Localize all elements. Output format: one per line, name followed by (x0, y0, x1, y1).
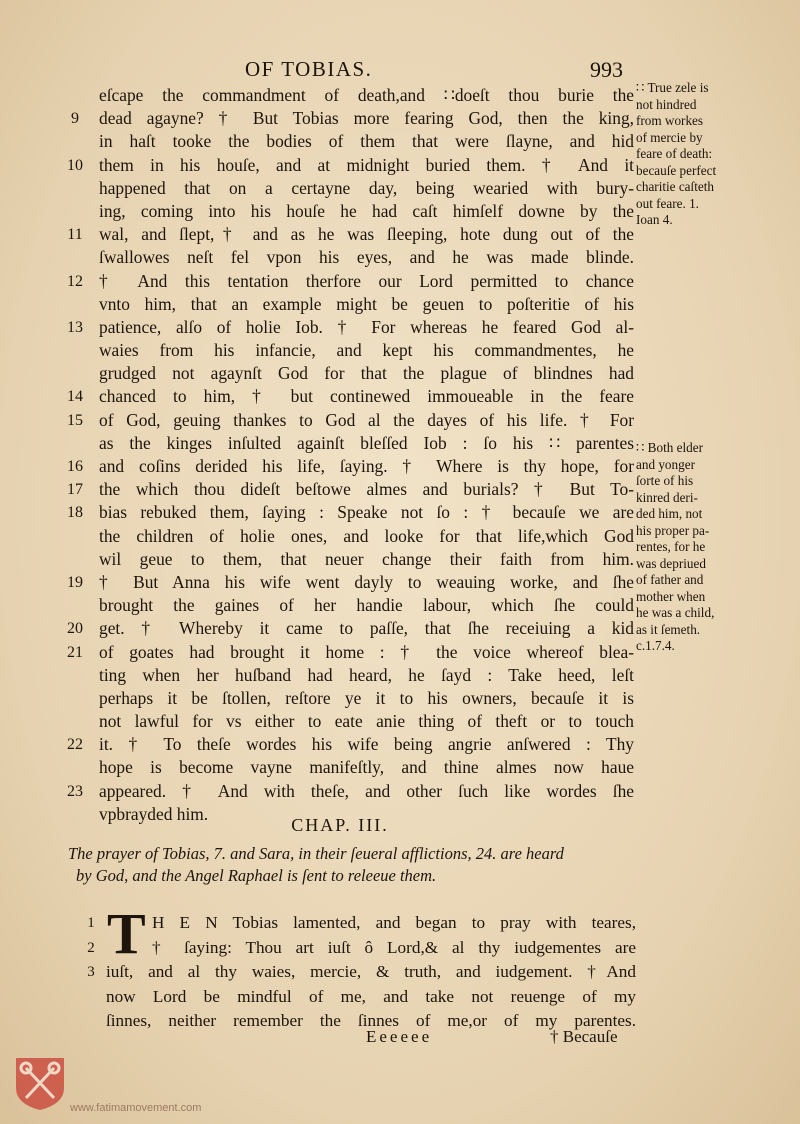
verse-number: 2 (87, 939, 95, 956)
text-line (0, 985, 640, 1010)
marginal-note-line: charitie caſteth (636, 179, 714, 194)
line-text: ing, coming into his houſe he had caſt himſelf downe by the (99, 200, 634, 221)
verse-number: 13 (67, 318, 83, 336)
text-line (0, 130, 640, 153)
line-text: ting when her huſband had heard, he ſayd : Take heed, leſt (99, 664, 634, 685)
verse-number: 14 (67, 388, 83, 406)
text-line (0, 362, 640, 385)
text-line (0, 780, 640, 803)
marginal-note-line: and yonger (636, 456, 695, 472)
text-line (0, 478, 640, 501)
line-text: brought the gaines of her handie labour, which ſhe could (99, 595, 634, 616)
running-head (0, 57, 640, 83)
text-line (0, 733, 640, 756)
line-text: † But Anna his wife went dayly to weauing worke, and ſhe (99, 571, 634, 592)
line-text: patience, alſo of holie Iob. † For whereas he feared God al- (99, 316, 634, 337)
text-line (0, 385, 640, 408)
text-line (0, 177, 640, 200)
line-text: and coſins derided his life, ſaying. † Where is thy hope, for (99, 456, 634, 476)
line-text: eſcape the commandment of death,and ∷doeſt thou burie the (99, 85, 634, 105)
page-number: 993 (590, 57, 623, 82)
line-text: ſinnes, neither remember the ſinnes of me,or of my parentes. (106, 1011, 636, 1030)
line-text: ſwallowes neſt fel vpon his eyes, and he was made blinde. (99, 247, 634, 268)
text-line (0, 270, 640, 293)
line-text: now Lord be mindful of me, and take not reuenge of my (106, 986, 636, 1006)
line-text: vpbrayded him. (99, 803, 209, 824)
line-text: as the kinges inſulted againſt bleſſed Iob : ſo his ∷ parentes (99, 432, 634, 453)
line-text: happened that on a certayne day, being wearied with bury- (99, 177, 634, 198)
marginal-note-line: out feare. 1. (636, 195, 699, 211)
marginal-note-line: feare of death: (636, 146, 713, 161)
marginal-note-line: his proper pa- (636, 522, 710, 538)
text-line (0, 911, 640, 936)
text-line (0, 409, 640, 432)
marginal-note-line: rentes, for he (636, 539, 706, 554)
text-line (0, 339, 640, 362)
verse-number: 23 (67, 782, 83, 800)
page-footer-marks (0, 1027, 640, 1051)
line-text: wil geue to them, that neuer change their faith from him. (99, 548, 634, 569)
argument-line-2: by God, and the Angel Raphael is ſent to releeue them. (76, 866, 437, 885)
marginal-note-line: was depriued (636, 555, 706, 571)
drop-cap: T (107, 901, 146, 966)
text-line (0, 293, 640, 316)
marginal-note-line: becauſe perfect (636, 162, 717, 178)
verse-number: 19 (67, 573, 83, 591)
line-text: it. † To theſe wordes his wife being angrie anſwered : Thy (99, 734, 634, 755)
marginal-note-line: ∷ True zele is (636, 80, 709, 95)
marginal-note-line: he was a child, (636, 605, 715, 620)
verse-number: 20 (67, 620, 83, 638)
line-text: of God, geuing thankes to God al the dayes of his life. † For (99, 409, 634, 430)
text-line (0, 200, 640, 223)
signature-mark: Eeeeee (366, 1027, 433, 1046)
marginal-note-line: of mercie by (636, 129, 703, 145)
verse-number: 9 (71, 110, 79, 128)
verse-number: 12 (67, 272, 83, 290)
marginal-note-line: not hindred (636, 96, 697, 112)
text-line (0, 84, 640, 107)
text-line (0, 316, 640, 339)
text-line (0, 455, 640, 478)
line-text: appeared. † And with theſe, and other ſuch like wordes ſhe (99, 780, 634, 801)
text-line (0, 501, 640, 524)
marginal-note-line: kinred deri- (636, 489, 698, 505)
line-text: them in his houſe, and at midnight buried them. † And it (99, 154, 634, 175)
marginal-note-line: mother when (636, 588, 706, 604)
text-line (0, 687, 640, 710)
text-line (0, 571, 640, 594)
text-line (0, 617, 640, 640)
crossed-keys-logo-icon (12, 1054, 68, 1112)
text-line (0, 641, 640, 664)
line-text: perhaps it be ſtollen, reſtore ye it to his owners, becauſe it is (99, 687, 634, 708)
line-text: chanced to him, † but continewed immoueable in the feare (99, 386, 634, 407)
catchword: † Becauſe (550, 1027, 618, 1046)
verse-number: 17 (67, 481, 83, 499)
line-text: vnto him, that an example might be geuen to poſteritie of his (99, 293, 634, 314)
text-line (0, 432, 640, 455)
text-line (0, 756, 640, 779)
marginal-note-line: Ioan 4. (636, 212, 673, 227)
running-title: OF TOBIAS. (245, 57, 373, 81)
chapter-3-text (0, 901, 640, 1034)
line-text: grudged not agaynſt God for that the plague of blindnes had (99, 363, 634, 384)
line-text: the which thou dideſt beſtowe almes and burials? † But To- (99, 479, 634, 500)
verse-number: 3 (87, 964, 95, 980)
line-text: † ſaying: Thou art iuſt ô Lord,& al thy iudgementes are (152, 937, 636, 957)
line-text: of goates had brought it home : † the voice whereof blea- (99, 641, 634, 662)
verse-number: 1 (87, 915, 95, 931)
text-line (0, 936, 640, 961)
verse-number: 18 (67, 504, 83, 522)
line-text: iuſt, and al thy waies, mercie, & truth, and iudgement. †And (106, 962, 636, 981)
line-text: H E N Tobias lamented, and began to pray with teares, (152, 913, 636, 932)
text-line (0, 246, 640, 269)
text-line (0, 710, 640, 733)
marginal-note-line: from workes (636, 113, 704, 128)
text-line (0, 107, 640, 130)
line-text: hope is become vayne manifeſtly, and thine almes now haue (99, 757, 634, 778)
line-text: dead agayne? † But Tobias more fearing God, then the king, (99, 108, 634, 129)
text-line (0, 154, 640, 177)
line-text: in haſt tooke the bodies of them that were ſlayne, and hid (99, 131, 634, 152)
marginal-note-line: of father and (636, 572, 704, 587)
line-text: get. † Whereby it came to paſſe, that ſhe receiuing a kid (99, 618, 634, 639)
chapter-heading: CHAP. III. (291, 815, 389, 835)
verse-number: 10 (67, 156, 83, 174)
line-text: waies from his infancie, and kept his commandmentes, he (99, 340, 634, 361)
marginal-note-line: ded him, not (636, 506, 703, 521)
marginal-note-line: as it ſemeth. (636, 621, 701, 637)
line-text: the children of holie ones, and looke for that life,which God (99, 525, 634, 546)
watermark-url: www.fatimamovement.com (70, 1102, 202, 1114)
text-line (0, 223, 640, 246)
text-line (0, 664, 640, 687)
argument-line-1: The prayer of Tobias, 7. and Sara, in their ſeueral afflictions, 24. are heard (68, 844, 564, 863)
verse-number: 21 (67, 643, 83, 661)
marginal-note-1 (636, 80, 766, 229)
verse-number: 16 (67, 458, 83, 475)
line-text: † And this tentation therfore our Lord permitted to chance (99, 270, 634, 291)
chapter-2-text (0, 84, 640, 826)
text-line (0, 594, 640, 617)
chapter-argument (68, 843, 638, 887)
verse-number: 22 (67, 736, 83, 754)
text-line (0, 960, 640, 985)
marginal-note-line: ſorte of his (636, 473, 694, 488)
line-text: bias rebuked them, ſaying : Speake not ſo : † becauſe we are (99, 502, 634, 523)
marginal-note-2 (636, 440, 766, 655)
text-line (0, 525, 640, 548)
line-text: not lawful for vs either to eate anie thing of theft or to touch (99, 711, 634, 732)
verse-number: 11 (67, 226, 83, 244)
text-line (0, 548, 640, 571)
marginal-note-line: c.1.7.4. (636, 638, 675, 653)
verse-number: 15 (67, 411, 83, 429)
marginal-note-line: ∷ Both elder (636, 440, 703, 455)
line-text: wal, and ſlept,† and as he was ſleeping, hote dung out of the (99, 224, 634, 245)
